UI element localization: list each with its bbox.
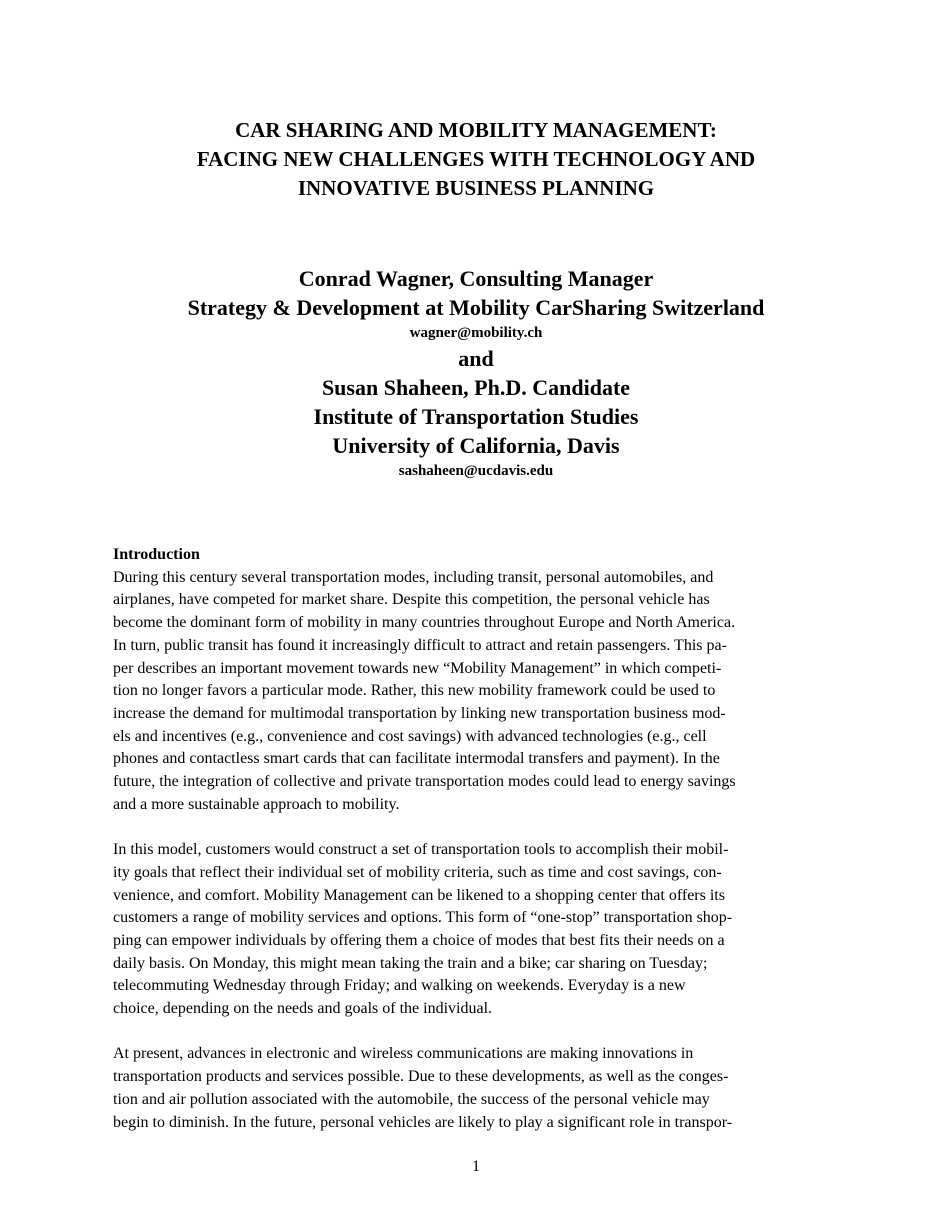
body-text [113, 544, 853, 1134]
text-line: daily basis. On Monday, this might mean taking the train and a bike; car sharing on Tuesday; [113, 954, 708, 972]
text-line: In turn, public transit has found it increasingly difficult to attract and retain passengers. This pa- [113, 636, 727, 654]
text-line: ping can empower individuals by offering them a choice of modes that best fits their needs on a [113, 931, 725, 949]
text-line: customers a range of mobility services and options. This form of “one-stop” transportation shop- [113, 909, 733, 927]
paragraph [113, 567, 853, 817]
text-line: increase the demand for multimodal transportation by linking new transportation business mod- [113, 704, 726, 722]
text-line: tion and air pollution associated with the automobile, the success of the personal vehicle may [113, 1090, 710, 1108]
text-line: els and incentives (e.g., convenience and cost savings) with advanced technologies (e.g., cell [113, 727, 707, 745]
text-line: transportation products and services possible. Due to these developments, as well as the conges- [113, 1068, 729, 1086]
paragraph [113, 1043, 853, 1134]
paragraph-gap [113, 816, 853, 839]
page-number: 1 [472, 1158, 480, 1175]
text-line: begin to diminish. In the future, personal vehicles are likely to play a significant role in transpor- [113, 1113, 733, 1131]
paper-title [100, 116, 852, 203]
text-line: airplanes, have competed for market share. Despite this competition, the personal vehicle has [113, 591, 710, 609]
text-line: In this model, customers would construct a set of transportation tools to accomplish their mobil- [113, 841, 729, 859]
author2-affiliation-university: University of California, Davis [332, 433, 620, 458]
title-line: CAR SHARING AND MOBILITY MANAGEMENT: [235, 118, 717, 142]
title-line: INNOVATIVE BUSINESS PLANNING [297, 176, 655, 200]
text-line: ity goals that reflect their individual set of mobility criteria, such as time and cost savings, con- [113, 863, 722, 881]
author2-affiliation-institute: Institute of Transportation Studies [313, 404, 639, 429]
author1-email: wagner@mobility.ch [409, 325, 543, 341]
author-conjunction: and [458, 346, 494, 371]
author2-email: sashaheen@ucdavis.edu [398, 463, 554, 479]
text-line: telecommuting Wednesday through Friday; and walking on weekends. Everyday is a new [113, 977, 686, 995]
text-line: During this century several transportation modes, including transit, personal automobiles, and [113, 568, 714, 586]
text-line: future, the integration of collective and private transportation modes could lead to energy savings [113, 773, 736, 791]
text-line: phones and contactless smart cards that can facilitate intermodal transfers and payment). In the [113, 750, 720, 768]
text-line: become the dominant form of mobility in many countries throughout Europe and North America. [113, 614, 736, 632]
text-line: choice, depending on the needs and goals of the individual. [113, 1000, 493, 1018]
paragraph-gap [113, 1021, 853, 1044]
section-heading: Introduction [113, 546, 200, 563]
text-line: tion no longer favors a particular mode. Rather, this new mobility framework could be used to [113, 682, 716, 700]
text-line: and a more sustainable approach to mobility. [113, 795, 400, 813]
author1-affiliation: Strategy & Development at Mobility CarSharing Switzerland [187, 295, 765, 320]
author2-name: Susan Shaheen, Ph.D. Candidate [321, 375, 631, 400]
title-line: FACING NEW CHALLENGES WITH TECHNOLOGY AND [196, 147, 756, 171]
text-line: At present, advances in electronic and wireless communications are making innovations in [113, 1045, 694, 1063]
text-line: per describes an important movement towards new “Mobility Management” in which competi- [113, 659, 722, 677]
author1-name: Conrad Wagner, Consulting Manager [298, 266, 654, 291]
author-block [100, 264, 852, 482]
paragraph [113, 839, 853, 1021]
text-line: venience, and comfort. Mobility Management can be likened to a shopping center that offers its [113, 886, 725, 904]
